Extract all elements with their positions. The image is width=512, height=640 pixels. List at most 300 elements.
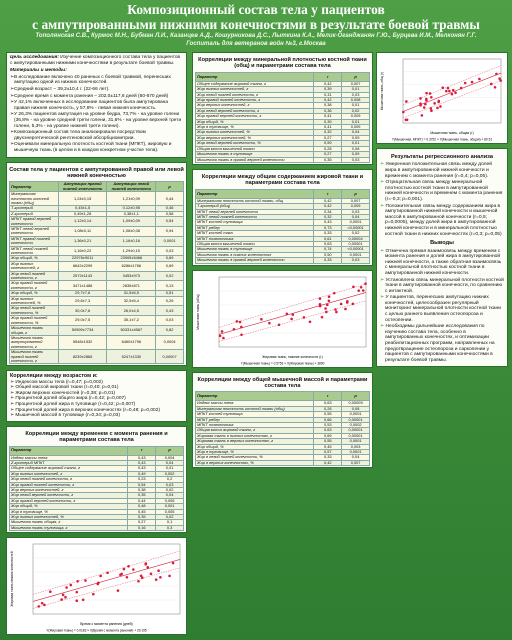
table-cell: 35,1±7,2: [107, 316, 156, 326]
table-header-cell: Ампутация правой нижней конечности: [58, 182, 107, 192]
table-header-cell: Параметр: [196, 72, 314, 81]
table-cell: 1,24±0,15: [58, 192, 107, 206]
table-cell: 50331±4587: [107, 326, 156, 336]
data-point: [430, 96, 433, 99]
table-cell: 1,08±0,11: [58, 226, 107, 236]
table-cell: 0,09: [342, 152, 370, 157]
table-cell: Т-критерий (общ): [196, 204, 314, 209]
methods-heading: Материалы и методы:: [10, 68, 67, 74]
table-cell: 0,38±1,1: [107, 211, 156, 216]
table-cell: 0,35: [314, 157, 342, 162]
table-header-cell: Параметр: [196, 189, 314, 198]
data-point: [364, 282, 367, 285]
table-cell: Жир в туловище, %: [196, 125, 314, 130]
table-cell: 0,59: [314, 141, 342, 146]
data-point: [41, 602, 44, 605]
column-right: [376, 52, 508, 371]
table-header-cell: Ампутация левой нижней конечности: [107, 182, 156, 192]
table-cell: 0,04: [342, 130, 370, 135]
table-cell: Мышечная ткань в туловище: [196, 152, 314, 157]
table-cell: Т-критерий: [10, 206, 59, 211]
table-cell: 0,57: [314, 450, 342, 455]
regression-item: ➢ Положительная связь между содержанием жира в ампутированной нижней конечности и мышечной массой в ампутированной конечности (r=0,5; p=0,0005), между долей жира в ампутированной нижней конечности и в минеральной плотностью костной ткани в нижних конечностях (r=0,3; p=0,05): [380, 204, 504, 238]
table-cell: 0,03: [342, 258, 370, 263]
table-cell: 0,45: [128, 509, 156, 514]
data-point: [141, 577, 144, 580]
table-cell: 0,0001: [342, 252, 370, 257]
table-cell: Индекс массы тела: [196, 401, 314, 406]
conclusions-list: [380, 249, 504, 364]
table-row: [10, 261, 184, 271]
data-point: [92, 593, 95, 596]
data-point: [494, 86, 497, 89]
table-cell: 0,35: [128, 493, 156, 498]
data-point: [454, 91, 457, 94]
table-cell: 0,44: [156, 192, 184, 206]
table-cell: 0,50: [314, 252, 342, 257]
table-cell: 32,5±5,4: [107, 296, 156, 306]
table-cell: Жир левой нижней конечности, г: [196, 92, 314, 97]
table-cell: 0,33: [314, 258, 342, 263]
table2-panel: [192, 52, 373, 165]
table-cell: 0,32: [314, 130, 342, 135]
table-cell: Жир верхних конечностей, г: [196, 103, 314, 108]
table-cell: 0,01: [342, 103, 370, 108]
table-cell: Жир левой верхней конечности, %: [196, 141, 314, 146]
table-cell: 1,29±0,15: [107, 246, 156, 256]
table-row: [10, 236, 184, 246]
table-cell: Жир верхних конечностей, г: [10, 487, 128, 492]
table-cell: 1,12±0,14: [58, 217, 107, 227]
table-cell: 3471±1488: [58, 281, 107, 291]
table-cell: 0,46: [156, 206, 184, 211]
table-cell: Общая масса жировой ткани, г: [196, 428, 314, 433]
age-correlation-item: ➢ Жиром верхних конечностей (r=0,38; p=0,01): [10, 391, 183, 397]
table-cell: 0,39: [314, 87, 342, 92]
plot-ylabel: Мышечная ткань (общ): [196, 293, 200, 330]
plot-equation: Y(Жировая ткань) = 0.0183 × X(Время с момента ранения) + 29.195: [46, 628, 147, 633]
data-point: [290, 317, 293, 320]
conclusion-item: ➢ Необходимы дальнейшие исследования по изучению состава тела, особенно в ампутированных конечностях, и оптимизации реабилитационных программ, направленных на предотвращение остеопороза и саркопении у пациентов с ампутированными конечностями в результате боевой травмы.: [380, 324, 504, 363]
table-cell: Жир в туловище, %: [196, 450, 314, 455]
table-cell: 29,0±7,5: [58, 316, 107, 326]
table-cell: 0,0004: [156, 335, 184, 349]
table-row: [196, 460, 370, 465]
age-panel: [6, 370, 187, 421]
table-cell: 0,009: [342, 114, 370, 119]
data-point: [471, 81, 474, 84]
table-cell: 0,42: [314, 98, 342, 103]
table-cell: МПКТ правой верхней конечности: [10, 217, 59, 227]
table4-title: Корреляции между общим содержанием жировой ткани и параметрами состава тела: [201, 173, 364, 187]
data-point: [260, 318, 263, 321]
age-correlation-item: ➢ Процентной долей жира в верхних конечностях (r=0,48; p=0,002): [10, 408, 183, 414]
regression-item: ➢ Отрицательная связь между минеральной плотностью костной ткани в ампутированной нижней конечности и временем с момента ранения (r=-0,3; p=0,001).: [380, 180, 504, 202]
table-cell: 26,0±4,5: [107, 306, 156, 316]
data-point: [75, 600, 78, 603]
table-cell: МПКТ правой нижней конечности: [10, 236, 59, 246]
table-cell: 0,49±1,28: [58, 211, 107, 216]
table-cell: 0,69: [156, 261, 184, 271]
table-cell: 0,54: [128, 482, 156, 487]
table-cell: Жир левой верхней конечности, г: [10, 493, 128, 498]
table-cell: 0,00001: [342, 428, 370, 433]
table3-panel: [6, 426, 187, 534]
table-row: [10, 326, 184, 336]
table-cell: 0,0001: [342, 220, 370, 225]
data-point: [65, 586, 68, 589]
table-cell: 0,13: [156, 281, 184, 291]
table-cell: 1,36±0,21: [58, 236, 107, 246]
table-cell: 0,005: [156, 509, 184, 514]
age-title: Корреляции между возрастом и:: [10, 373, 98, 380]
plot-area: [403, 59, 501, 123]
table-cell: 0,009: [342, 204, 370, 209]
plot-xlabel: Жировая ткань, нижние конечности (г): [262, 354, 323, 359]
table-cell: 0,0001: [342, 439, 370, 444]
table-cell: 0,42: [314, 460, 342, 465]
table1-panel: [6, 162, 187, 367]
table-cell: Жир общий, %: [196, 444, 314, 449]
table-cell: 0,82: [156, 326, 184, 336]
age-correlation-item: ➢ Процентной долей общего жира (r=0,42; p=0,007): [10, 396, 183, 402]
table-row: [10, 335, 184, 349]
plot-ylabel: Мышечная ткань, общ (г): [380, 71, 384, 111]
table-cell: 0,55: [314, 439, 342, 444]
data-point: [99, 575, 102, 578]
table-cell: Жировая ткань в верхних конечностях, г: [196, 439, 314, 444]
table-cell: Жир нижних конечностей, г: [196, 87, 314, 92]
table-cell: 0,007: [342, 81, 370, 86]
table-cell: Жир в туловище, %: [10, 509, 128, 514]
table-cell: 6286±1766: [107, 261, 156, 271]
table-cell: МПКТ ребер: [196, 225, 314, 230]
table-cell: 0,02: [342, 231, 370, 236]
table-cell: 0,27: [314, 152, 342, 157]
table-cell: Общая масса мышечной ткани: [196, 146, 314, 151]
table-header-cell: r: [128, 446, 156, 455]
data-point: [405, 100, 408, 103]
table-row: [10, 350, 184, 364]
table-cell: 50909±7734: [58, 326, 107, 336]
data-point: [137, 580, 140, 583]
table-cell: МПКТ позвоночника: [196, 236, 314, 241]
table-cell: 0,00004: [342, 236, 370, 241]
table-cell: Жир в левой нижней конечности, %: [196, 455, 314, 460]
table-cell: 0,34: [314, 209, 342, 214]
table-cell: 0,43: [314, 220, 342, 225]
table-cell: Мышечная ткань правой нижней конечности, г: [10, 350, 59, 364]
table-cell: 0,00001: [342, 241, 370, 246]
table1: [9, 181, 184, 364]
table-cell: Мышечная ткань в туловище: [196, 247, 314, 252]
table5-panel: [192, 372, 373, 469]
data-point: [168, 575, 171, 578]
table-cell: 0,69: [156, 256, 184, 261]
poster-header: [0, 0, 512, 58]
table-cell: 0,00009: [342, 401, 370, 406]
conclusion-item: ➢ У пациентов, перенесших ампутацию нижних конечностей, целесообразен регулярный мониторинг минеральной плотности костной ткани с целью раннего выявления остеопороза и остеопении.: [380, 295, 504, 323]
authors: Тополянская С.В., Курмос М.Н., Бубман Л.И., Казанцев А.Д., Кошурникова Д.С., Лыткина К.А., Мелик-Оганджанян Г.Ю., Бурцева И.М., Мелконян Г.Г.: [35, 33, 477, 39]
table-cell: Мышечная ткань в правой верхней конечности: [196, 157, 314, 162]
table-cell: 0,12±0,95: [107, 206, 156, 211]
data-point: [157, 570, 160, 573]
data-point: [120, 573, 123, 576]
table-cell: Жир левой нижней конечности, г: [10, 271, 59, 281]
table-cell: Жир общий, %: [10, 256, 59, 261]
table-cell: 8239±2865: [58, 350, 107, 364]
data-point: [328, 295, 331, 298]
table-cell: 0,63: [314, 428, 342, 433]
table-row: [10, 525, 184, 530]
table-cell: Жир верхних конечностей, %: [196, 135, 314, 140]
column-middle: [192, 52, 373, 472]
table-cell: 0,01: [342, 87, 370, 92]
table-cell: 0,008: [342, 98, 370, 103]
table5: [195, 391, 370, 466]
table-cell: 0,001: [156, 504, 184, 509]
data-point: [145, 562, 148, 565]
table-cell: 0,03: [156, 246, 184, 256]
table-cell: 0,36: [314, 108, 342, 113]
plot-xlabel: Время с момента ранения (дней): [80, 622, 133, 627]
data-point: [123, 568, 126, 571]
table5-title: Корреляции между общей мышечной массой и параметрами состава тела: [197, 376, 368, 389]
table-cell: 0,01: [342, 141, 370, 146]
table-cell: 0,00001: [342, 433, 370, 438]
table-cell: Мышечная ткань туловища, г: [10, 525, 128, 530]
table-cell: 6460±1796: [107, 335, 156, 349]
age-correlation-item: ➢ Процентной долей жира в туловище (r=0,42; p=0,007): [10, 402, 183, 408]
data-point: [436, 107, 439, 110]
table3: [9, 446, 184, 532]
data-point: [357, 289, 360, 292]
data-point: [360, 286, 363, 289]
table-cell: Жир нижних конечностей, г: [10, 261, 59, 271]
table3-title: Корреляции между временем с момента ранения и параметрами состава тела: [25, 430, 168, 444]
data-point: [430, 109, 433, 112]
table-row: [10, 192, 184, 206]
plot-equation: Y(Мышечная ткань) = 0.5753 × X(Жировая ткань) + 3890: [240, 361, 325, 366]
table-cell: Мышечная ткань в нижних конечностях: [196, 252, 314, 257]
table-cell: 5247±1330: [107, 350, 156, 364]
data-point: [334, 308, 337, 311]
method-item: ➢В исследование включено 40 раненых с боевой травмой, перенесших ампутацию одной из нижних конечностей.: [10, 74, 171, 86]
table-cell: 0,0001: [156, 236, 184, 246]
table-cell: 0,04: [156, 460, 184, 465]
table-cell: 0,66: [314, 417, 342, 422]
data-point: [425, 92, 428, 95]
regression-list: [380, 162, 504, 237]
table-cell: 6642±2299: [58, 261, 107, 271]
table-cell: 0,33: [314, 455, 342, 460]
data-point: [448, 90, 451, 93]
table-cell: 0,51: [156, 291, 184, 296]
table-cell: МПКТ ребер: [196, 417, 314, 422]
table-cell: 0,41: [314, 125, 342, 130]
plot-xlabel: Мышечная ткань, общая (г): [430, 131, 474, 135]
table-cell: 0,00001: [342, 417, 370, 422]
table-cell: 29,6±7,3: [58, 296, 107, 306]
table-header-cell: р: [156, 182, 184, 192]
method-item: ➢Среднее время с момента ранения – 202,0±117,6 дней (60-670 дней): [10, 93, 169, 99]
table2-title: Корреляции между минеральной плотностью костной ткани (общ) и параметрами состава тела: [198, 57, 367, 70]
data-point: [405, 119, 408, 122]
table-cell: 0,03: [156, 316, 184, 326]
table-cell: Жир правой нижней конечности, г: [10, 281, 59, 291]
column-left: [6, 52, 187, 635]
plot-area: [33, 544, 180, 614]
method-item: ➢У 42,1% включенных в исследование пациентов была ампутирована правая нижняя конечность, у 57,8% - левая нижняя конечность.: [10, 100, 168, 111]
data-point: [106, 572, 109, 575]
table-cell: 0,08: [342, 146, 370, 151]
table-cell: 3453±973: [107, 271, 156, 281]
data-point: [150, 573, 153, 576]
table-cell: 5548±1532: [58, 335, 107, 349]
table-cell: 0,007: [342, 198, 370, 203]
data-point: [64, 596, 67, 599]
methods-list: [10, 75, 183, 154]
table-cell: 0,09: [342, 135, 370, 140]
data-point: [437, 100, 440, 103]
table-cell: Жир нижних конечностей, %: [10, 514, 128, 519]
data-point: [75, 591, 78, 594]
table-row: [196, 157, 370, 162]
table-cell: Минеральная плотность костной ткани (общ): [196, 406, 314, 411]
table-cell: 0,32: [314, 214, 342, 219]
table-cell: 0,003: [342, 444, 370, 449]
table-cell: 0,49: [128, 471, 156, 476]
table-cell: МПКТ левой нижней конечности: [10, 246, 59, 256]
table-cell: <0,00001: [342, 225, 370, 230]
table-header-cell: r: [314, 392, 342, 401]
table-cell: Жир нижних конечностей, %: [10, 296, 59, 306]
plot2-panel: [192, 270, 373, 368]
table-cell: МПКТ левой нижней конечности: [196, 214, 314, 219]
table4-header-row: [196, 189, 370, 198]
table-cell: 0,38: [128, 487, 156, 492]
table-cell: 0,43: [156, 306, 184, 316]
table-cell: Общее содержание жировой ткани, г: [196, 81, 314, 86]
table-cell: Жир правой нижней конечности, г: [10, 482, 128, 487]
table-cell: 0,74: [314, 247, 342, 252]
table-cell: МПКТ левой верхней конечности: [196, 209, 314, 214]
table-cell: 2835±871: [107, 281, 156, 291]
table-cell: 0,73: [314, 225, 342, 230]
table-cell: Жир правой верхней конечности, г: [196, 114, 314, 119]
table-cell: 0,04: [342, 214, 370, 219]
table-cell: 0,42: [314, 81, 342, 86]
data-point: [478, 78, 481, 81]
table-cell: Жир левой верхней конечности, г: [196, 108, 314, 113]
table-cell: 0,0001: [342, 412, 370, 417]
table1-title: Состав тела у пациентов с ампутированной правой или левой нижней конечностью: [9, 166, 184, 179]
table-cell: 29,7±7,6: [58, 291, 107, 296]
data-point: [324, 307, 327, 310]
data-point: [423, 106, 426, 109]
data-point: [303, 316, 306, 319]
table-cell: Мышечная ткань ампутированной конечности, г: [10, 335, 59, 349]
table-header-cell: r: [314, 72, 342, 81]
data-point: [239, 320, 242, 323]
table-cell: Z-критерий: [10, 211, 59, 216]
age-list: [10, 380, 183, 419]
table-cell: 0,45: [314, 444, 342, 449]
table-cell: 0,04: [156, 493, 184, 498]
plot2-chart: [193, 271, 372, 367]
table-cell: 0,16: [128, 525, 156, 530]
table-cell: Z-критерий МПКТ: [10, 460, 128, 465]
table-cell: 0,41: [314, 114, 342, 119]
table-cell: 0,43: [128, 466, 156, 471]
table-cell: Индекс массы тела: [10, 455, 128, 460]
data-point: [155, 579, 158, 582]
data-point: [498, 77, 501, 80]
plot1-chart: [7, 538, 186, 634]
table-cell: 0,43: [128, 455, 156, 460]
table-cell: МПКТ костей таза: [196, 231, 314, 236]
table-cell: МПКТ костей туловища: [196, 412, 314, 417]
table3-header-row: [10, 446, 184, 455]
poster-title-line2: с ампутированными нижними конечностями в результате боевой травмы: [32, 17, 480, 32]
data-point: [219, 334, 222, 337]
table-cell: 0,08: [342, 406, 370, 411]
table-cell: 1,08±0,08: [107, 226, 156, 236]
table2: [195, 72, 370, 163]
table-cell: Жир левой нижней конечности, %: [10, 306, 59, 316]
table-cell: 1,09±0,09: [107, 217, 156, 227]
data-point: [172, 562, 175, 565]
table4: [195, 189, 370, 264]
table-cell: 0,33: [314, 231, 342, 236]
table-cell: 0,31: [314, 92, 342, 97]
table-cell: 0,26: [156, 296, 184, 306]
table-cell: 0,3: [156, 525, 184, 530]
table-cell: Жир общий, %: [10, 504, 128, 509]
table-cell: 1,16±0,16: [107, 236, 156, 246]
age-correlation-item: ➢ Индексом массы тела (r=0,47; p=0,002): [10, 380, 183, 386]
table-cell: 0,0002: [342, 423, 370, 428]
affiliation: Госпиталь для ветеранов войн №3, г.Москва: [186, 41, 326, 48]
table-cell: 0,1: [156, 520, 184, 525]
data-point: [132, 568, 135, 571]
data-point: [362, 289, 365, 292]
conclusion-item: ➢ Установлена связь минеральной плотности костной ткани в ампутированной конечности, по сравнению с интактной.: [380, 278, 504, 295]
data-point: [335, 310, 338, 313]
aim-text: Изучение композиционного состава тела у пациентов с ампутированными нижними конечностями в результате боевой травмы.: [10, 55, 181, 66]
table-cell: 0,63: [314, 241, 342, 246]
data-point: [60, 598, 63, 601]
regression-panel: [376, 148, 508, 367]
data-point: [344, 307, 347, 310]
table-cell: 0,03: [342, 157, 370, 162]
data-point: [222, 336, 225, 339]
poster-title-line1: Композиционный состав тела у пациентов: [127, 2, 385, 17]
table-cell: 0,02: [156, 271, 184, 281]
table-cell: 2572±1143: [58, 271, 107, 281]
table-cell: 0,55: [314, 412, 342, 417]
data-point: [240, 333, 243, 336]
table-cell: Жировая ткань в нижних конечностях, г: [196, 433, 314, 438]
table-header-cell: р: [342, 392, 370, 401]
table-cell: 0,00007: [156, 350, 184, 364]
table-cell: 0,43: [128, 460, 156, 465]
table-header-cell: Параметр: [196, 392, 314, 401]
data-point: [340, 302, 343, 305]
table-cell: 0,007: [342, 460, 370, 465]
conclusion-item: ➢ Отмечена прямая взаимосвязь между временем с момента ранения и долей жира в ампутированной нижней конечности, а также обратная взаимосвязь с минеральной плотностью костной ткани в ампутированной нижней конечности.: [380, 249, 504, 277]
table-cell: 0,39: [128, 514, 156, 519]
